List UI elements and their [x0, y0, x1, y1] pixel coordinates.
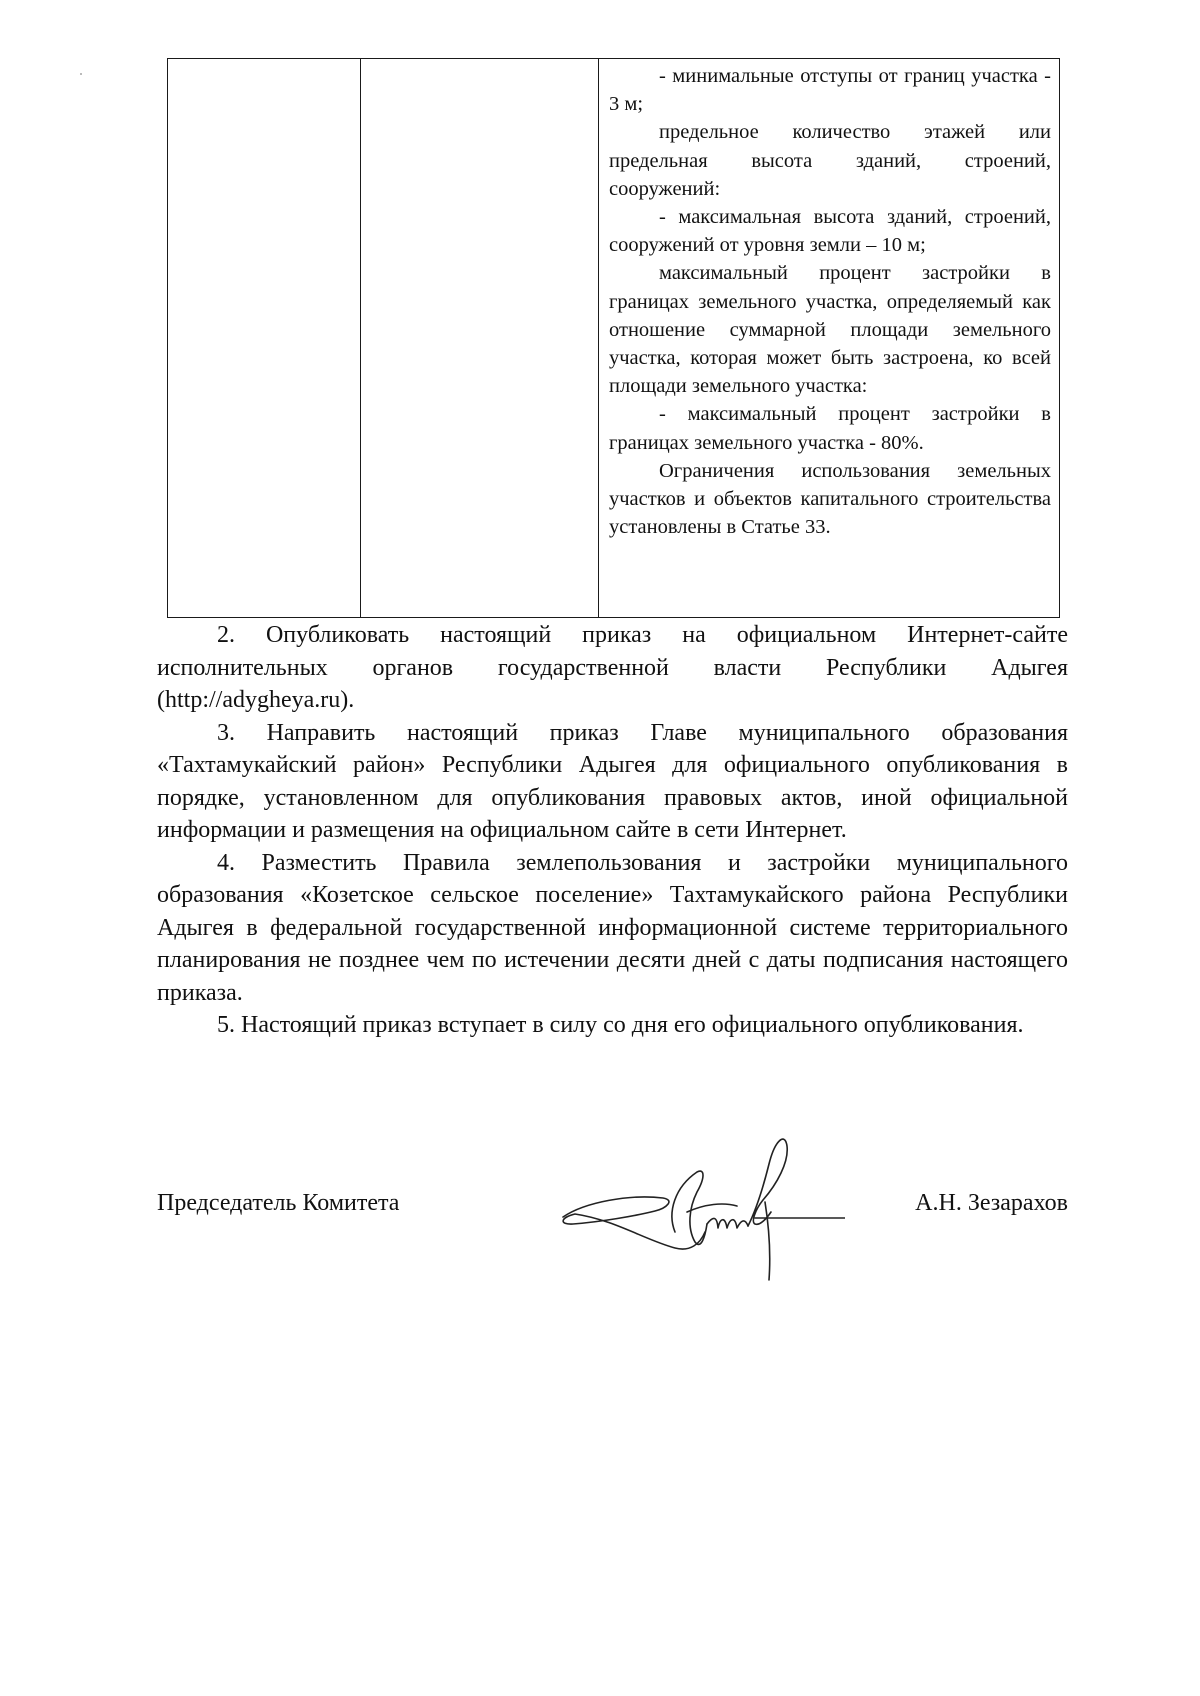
scan-speck	[80, 73, 82, 75]
signatory-title: Председатель Комитета	[157, 1190, 400, 1216]
table-cell-zone	[168, 59, 361, 618]
table-row	[168, 59, 1060, 618]
table-cell-paragraph: максимальный процент застройки в границах земельного участка, определяемый как отношение суммарной площади земельного участка, которая может быть застроена, ко всей площади земельного участка:	[609, 262, 1051, 398]
table-cell-paragraph: - минимальные отступы от границ участка - 3 м;	[609, 65, 1051, 116]
order-body	[157, 619, 1068, 1042]
table-cell-use	[361, 59, 599, 618]
handwritten-signature	[555, 1132, 845, 1287]
signatory-name: А.Н. Зезарахов	[915, 1190, 1068, 1216]
table-cell-paragraph: предельное количество этажей или предельная высота зданий, строений, сооружений:	[609, 121, 1051, 200]
order-paragraph-2: 2. Опубликовать настоящий приказ на официальном Интернет-сайте исполнительных органов государственной власти Республики Адыгея (http://adygheya.ru).	[157, 622, 1068, 713]
order-paragraph-3: 3. Направить настоящий приказ Главе муниципального образования «Тахтамукайский район» Республики Адыгея для официального опубликования в порядке, установленном для опубликования правовых актов, иной официальной информации и размещения на официальном сайте в сети Интернет.	[157, 719, 1068, 843]
order-paragraph-5: 5. Настоящий приказ вступает в силу со дня его официального опубликования.	[217, 1012, 1024, 1038]
order-paragraph-4: 4. Разместить Правила землепользования и застройки муниципального образования «Козетское сельское поселение» Тахтамукайского района Республики Адыгея в федеральной государственной информационной системе территориального планирования не позднее чем по истечении десяти дней с даты подписания настоящего приказа.	[157, 849, 1068, 1006]
table-cell-parameters	[599, 59, 1060, 618]
table-cell-paragraph: - максимальный процент застройки в границах земельного участка - 80%.	[609, 403, 1051, 454]
regulations-table	[167, 58, 1060, 618]
table-cell-paragraph: Ограничения использования земельных участков и объектов капитального строительства установлены в Статье 33.	[609, 459, 1051, 539]
table-cell-paragraph: - максимальная высота зданий, строений, сооружений от уровня земли – 10 м;	[609, 206, 1051, 257]
